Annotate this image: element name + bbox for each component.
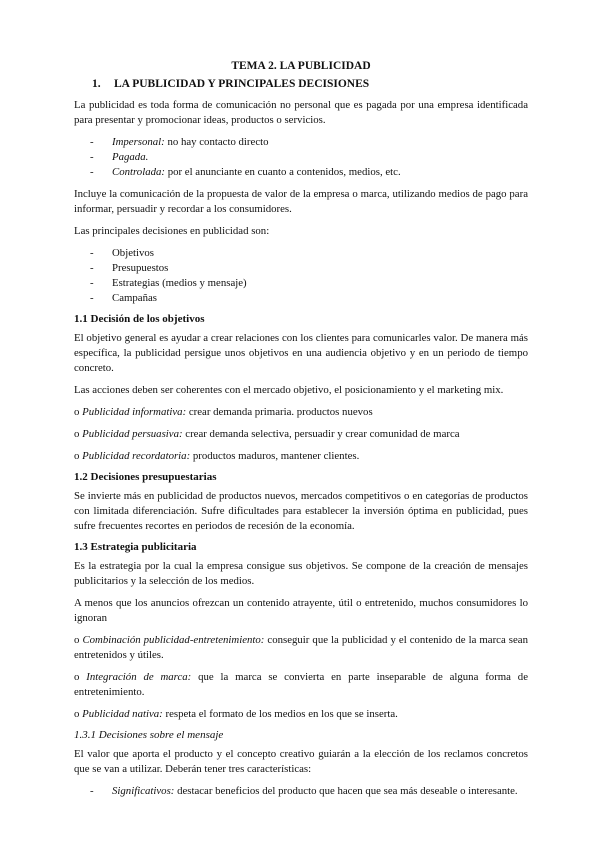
list-item: - Presupuestos	[90, 262, 169, 274]
list-item: - Estrategias (medios y mensaje)	[90, 277, 247, 289]
paragraph: Es la estrategia por la cual la empresa consigue sus objetivos. Se compone de la creación de mensajes publicitarios y la selección de los medios.	[74, 560, 528, 587]
paragraph: Las acciones deben ser coherentes con el mercado objetivo, el posicionamiento y el marketing mix.	[74, 384, 504, 396]
paragraph: El valor que aporta el producto y el concepto creativo guiarán a la elección de los reclamos concretos que se van a utilizar. Deberán tener tres características:	[74, 748, 528, 775]
list-item: - Campañas	[90, 292, 157, 304]
traits-list	[74, 135, 528, 180]
paragraph: El objetivo general es ayudar a crear relaciones con los clientes para comunicarles valor. De manera más específica, la publicidad persigue unos objetivos en una audiencia objetivo y en un periodo de tiempo concreto.	[74, 332, 528, 374]
list-item: o Publicidad persuasiva: crear demanda selectiva, persuadir y crear comunidad de marca	[74, 428, 460, 440]
section-heading	[74, 78, 528, 90]
section-title: LA PUBLICIDAD Y PRINCIPALES DECISIONES	[114, 78, 370, 90]
document-title: TEMA 2. LA PUBLICIDAD	[231, 60, 371, 72]
paragraph: A menos que los anuncios ofrezcan un contenido atrayente, útil o entretenido, muchos consumidores lo ignoran	[74, 597, 528, 624]
subsection-heading: 1.2 Decisiones presupuestarias	[74, 471, 217, 483]
list-item: - Pagada.	[90, 151, 149, 163]
subsection-heading: 1.1 Decisión de los objetivos	[74, 313, 205, 325]
paragraph: Incluye la comunicación de la propuesta de valor de la empresa o marca, utilizando medios de pago para informar, persuadir y recordar a los consumidores.	[74, 188, 528, 215]
list-item: - Significativos: destacar beneficios del producto que hacen que sea más deseable o interesante.	[90, 785, 518, 797]
paragraph: Las principales decisiones en publicidad son:	[74, 225, 270, 237]
subsection-heading: 1.3 Estrategia publicitaria	[74, 541, 197, 553]
message-traits-list	[74, 784, 528, 799]
decisions-list	[74, 246, 528, 306]
list-item: - Controlada: por el anunciante en cuanto a contenidos, medios, etc.	[90, 166, 401, 178]
list-item: - Objetivos	[90, 247, 154, 259]
list-item: o Publicidad recordatoria: productos maduros, mantener clientes.	[74, 450, 360, 462]
list-item: o Publicidad nativa: respeta el formato de los medios en los que se inserta.	[74, 708, 398, 720]
list-item: o Combinación publicidad-entretenimiento: conseguir que la publicidad y el contenido de la marca sean entretenidos y útiles.	[74, 634, 528, 661]
list-item: o Integración de marca: que la marca se convierta en parte inseparable de alguna forma de entretenimiento.	[74, 671, 528, 698]
list-item: - Impersonal: no hay contacto directo	[90, 136, 269, 148]
paragraph: Se invierte más en publicidad de productos nuevos, mercados competitivos o en categorías de productos con limitada diferenciación. Sufre dificultades para establecer la inversión óptima en publicidad, pues sufre frecuentes recortes en periodos de recesión de la economía.	[74, 490, 528, 532]
list-item: o Publicidad informativa: crear demanda primaria. productos nuevos	[74, 406, 373, 418]
section-number: 1.	[92, 78, 101, 90]
subsubsection-heading: 1.3.1 Decisiones sobre el mensaje	[74, 729, 224, 741]
intro-paragraph: La publicidad es toda forma de comunicación no personal que es pagada por una empresa identificada para presentar y promocionar ideas, productos o servicios.	[74, 99, 528, 126]
